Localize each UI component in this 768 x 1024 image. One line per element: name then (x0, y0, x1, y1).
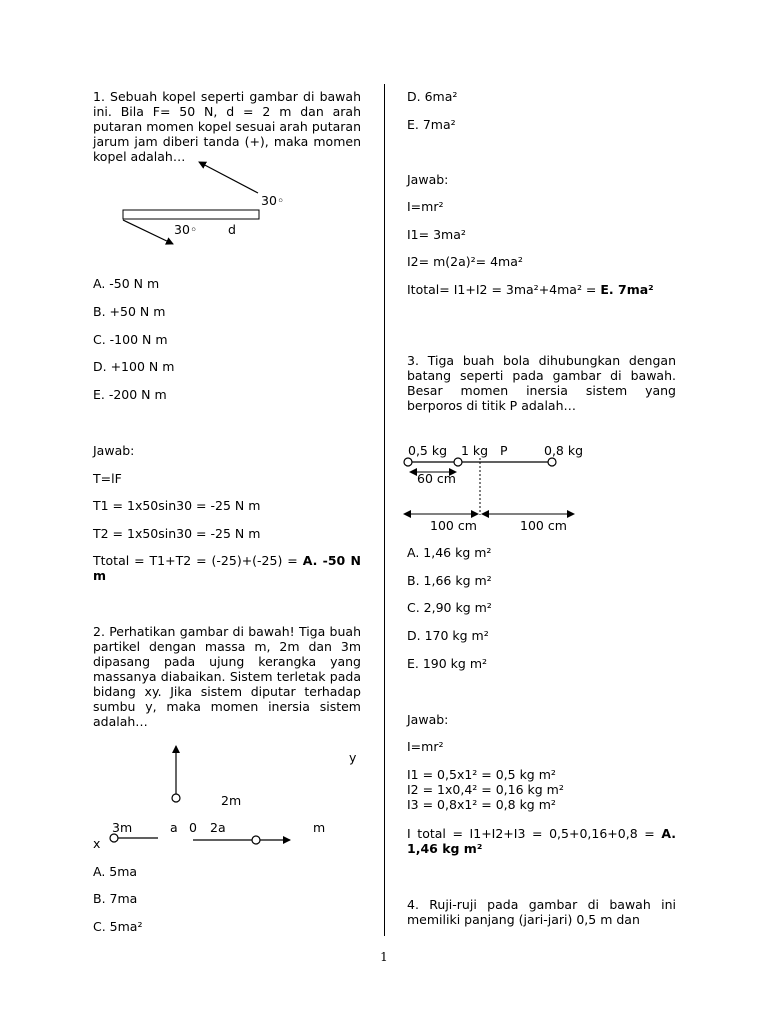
q1-option-e: E. -200 N m (93, 387, 167, 402)
label-a: a (170, 820, 178, 835)
q3-text: 3. Tiga buah bola dihubungkan dengan batang seperti pada gambar di bawah. Besar momen inersia sistem yang berporos di titik P adalah… (407, 353, 676, 413)
bar (123, 210, 259, 219)
ball-05kg (404, 458, 412, 466)
x-label: x (93, 836, 101, 851)
label-2a: 2a (210, 820, 226, 835)
q2-option-d: D. 6ma² (407, 89, 458, 104)
q1-step-3: T2 = 1x50sin30 = -25 N m (93, 526, 261, 541)
page-number: 1 (380, 950, 388, 964)
q2-option-a: A. 5ma (93, 864, 138, 879)
d-label: d (228, 222, 236, 237)
label-zero: 0 (189, 820, 197, 835)
mass-3m (110, 834, 118, 842)
q3-total (407, 826, 676, 856)
q1-step-1: T=lF (93, 471, 122, 486)
q3-option-a: A. 1,46 kg m² (407, 545, 492, 560)
q1-option-c: C. -100 N m (93, 332, 168, 347)
q2-text: 2. Perhatikan gambar di bawah! Tiga buah partikel dengan massa m, 2m dan 3m dipasang pada ujung kerangka yang massanya diabaikan. Sistem terletak pada bidang xy. Jika sistem diputar terhadap sumbu y, maka momen inersia sistem adalah… (93, 624, 361, 729)
q1-answer: A. -50 N m (93, 553, 362, 583)
column-divider (384, 84, 385, 936)
force-arrow-bottom (123, 220, 173, 244)
q1-total (93, 553, 361, 583)
label-2m: 2m (221, 793, 242, 808)
label-1kg: 1 kg (461, 443, 489, 458)
q3-option-c: C. 2,90 kg m² (407, 600, 492, 615)
q1-total-text: Ttotal = T1+T2 = (-25)+(-25) = (93, 553, 303, 568)
q2-jawab: Jawab: (407, 172, 449, 187)
q1-option-d: D. +100 N m (93, 359, 175, 374)
q1-step-2: T1 = 1x50sin30 = -25 N m (93, 498, 261, 513)
mass-2m (172, 794, 180, 802)
q2-total (407, 282, 676, 297)
label-100cm-right: 100 cm (520, 518, 567, 533)
q3-step-3: I3 = 0,8x1² = 0,8 kg m² (407, 797, 556, 812)
mass-m (252, 836, 260, 844)
angle-top-label: 30◦ (261, 193, 285, 208)
q1-text: 1. Sebuah kopel seperti gambar di bawah ini. Bila F= 50 N, d = 2 m dan arah putaran momen kopel sesuai arah putaran jarum jam diberi tanda (+), maka momen kopel adalah… (93, 89, 361, 164)
ball-1kg (454, 458, 462, 466)
q3-step-1: I1 = 0,5x1² = 0,5 kg m² (407, 767, 556, 782)
force-arrow-top (199, 162, 258, 193)
label-p: P (500, 443, 508, 458)
q3-option-e: E. 190 kg m² (407, 656, 488, 671)
q2-step-2: I1= 3ma² (407, 227, 466, 242)
q4-text: 4. Ruji-ruji pada gambar di bawah ini memiliki panjang (jari-jari) 0,5 m dan (407, 897, 676, 927)
label-3m: 3m (112, 820, 133, 835)
label-100cm-left: 100 cm (430, 518, 477, 533)
q2-total-text: Itotal= I1+I2 = 3ma²+4ma² = (407, 282, 601, 297)
ball-08kg (548, 458, 556, 466)
q1-jawab: Jawab: (93, 443, 135, 458)
q1-option-a: A. -50 N m (93, 276, 160, 291)
y-label: y (349, 750, 357, 765)
angle-bottom-label: 30◦ (174, 222, 198, 237)
q3-formula: I=mr² (407, 739, 444, 754)
q2-step-3: I2= m(2a)²= 4ma² (407, 254, 523, 269)
q2-figure (93, 0, 361, 120)
q2-answer: E. 7ma² (600, 282, 654, 297)
q3-step-2: I2 = 1x0,4² = 0,16 kg m² (407, 782, 564, 797)
q2-option-e: E. 7ma² (407, 117, 456, 132)
q3-option-d: D. 170 kg m² (407, 628, 489, 643)
label-60cm: 60 cm (417, 471, 456, 486)
q2-option-c: C. 5ma² (93, 919, 143, 934)
q3-total-text: I total = I1+I2+I3 = 0,5+0,16+0,8 = (407, 826, 662, 841)
label-08kg: 0,8 kg (544, 443, 584, 458)
q3-figure (407, 0, 676, 100)
label-m: m (313, 820, 326, 835)
q3-option-b: B. 1,66 kg m² (407, 573, 492, 588)
q3-jawab: Jawab: (407, 712, 449, 727)
q2-option-b: B. 7ma (93, 891, 138, 906)
q2-step-1: I=mr² (407, 199, 444, 214)
q1-option-b: B. +50 N m (93, 304, 166, 319)
q3-answer: A. 1,46 kg m² (407, 826, 676, 856)
label-05kg: 0,5 kg (408, 443, 448, 458)
